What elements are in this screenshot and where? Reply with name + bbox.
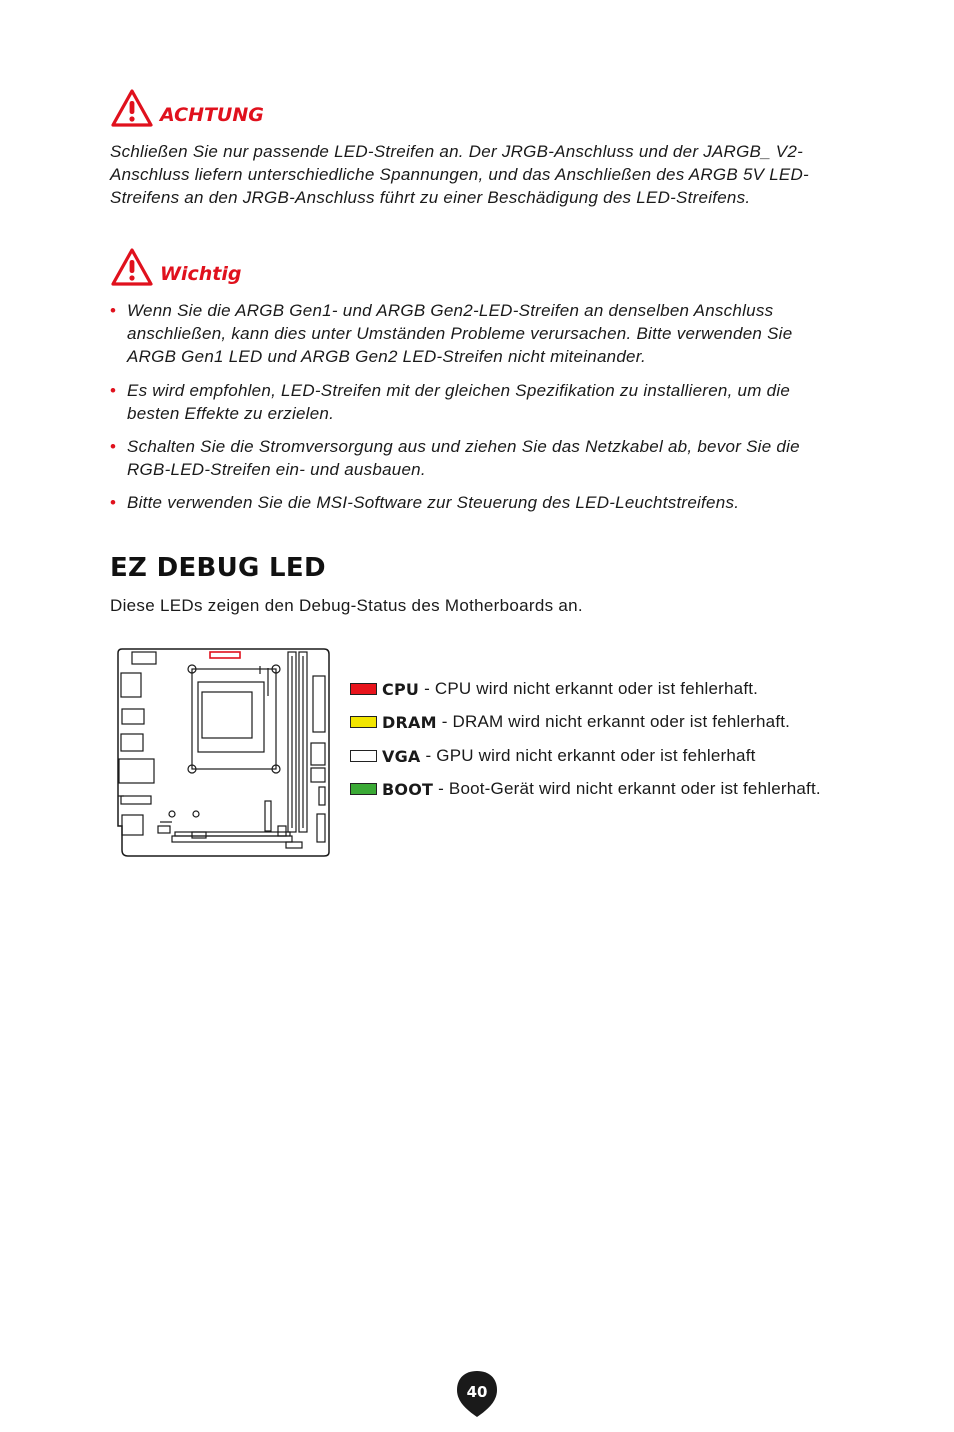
bullet-text: Bitte verwenden Sie die MSI-Software zur Steuerung des LED-Leuchtstreifens. (127, 493, 740, 512)
page-number: 40 (466, 1383, 488, 1401)
wichtig-bullet: • Bitte verwenden Sie die MSI-Software zur Steuerung des LED-Leuchtstreifens. (110, 491, 840, 514)
legend-desc: - CPU wird nicht erkannt oder ist fehlerhaft. (424, 679, 759, 698)
achtung-text: Schließen Sie nur passende LED-Streifen an. Der JRGB-Anschluss und der JARGB_ V2-Anschluss liefern unterschiedliche Spannungen, und das Anschließen des ARGB 5V LED-Streifens an den JRGB-Anschluss führt zu einer Beschädigung des LED-Streifens. (110, 142, 809, 207)
legend-desc: - GPU wird nicht erkannt oder ist fehlerhaft (425, 746, 756, 765)
vga-led-swatch (350, 750, 377, 762)
achtung-title: ACHTUNG (160, 104, 264, 126)
boot-led-swatch (350, 783, 377, 795)
legend-item-dram (350, 712, 790, 732)
legend-label: VGA (382, 746, 421, 766)
important-triangle-icon (110, 247, 154, 287)
wichtig-title: Wichtig (160, 263, 242, 285)
motherboard-diagram (110, 646, 334, 860)
cpu-led-swatch (350, 683, 377, 695)
legend-item-cpu (350, 679, 758, 699)
wichtig-bullet: • Wenn Sie die ARGB Gen1- und ARGB Gen2-LED-Streifen an denselben Anschluss anschließen, kann dies unter Umständen Probleme verursachen. Bitte verwenden Sie ARGB Gen1 LED und ARGB Gen2 LED-Streifen nicht miteinander. (110, 299, 840, 368)
legend-desc: - Boot-Gerät wird nicht erkannt oder ist fehlerhaft. (438, 779, 821, 798)
legend-label: DRAM (382, 712, 437, 732)
dram-led-swatch (350, 716, 377, 728)
legend-item-vga (350, 746, 756, 766)
bullet-text: Schalten Sie die Stromversorgung aus und ziehen Sie das Netzkabel ab, bevor Sie die RGB-LED-Streifen ein- und ausbauen. (127, 437, 800, 479)
legend-item-boot (350, 779, 821, 799)
bullet-text: Wenn Sie die ARGB Gen1- und ARGB Gen2-LED-Streifen an denselben Anschluss anschließen, kann dies unter Umständen Probleme verursachen. Bitte verwenden Sie ARGB Gen1 LED und ARGB Gen2 LED-Streifen nicht miteinander. (127, 301, 793, 366)
section-title: EZ DEBUG LED (110, 553, 326, 583)
wichtig-bullet: • Es wird empfohlen, LED-Streifen mit der gleichen Spezifikation zu installieren, um die besten Effekte zu erzielen. (110, 379, 840, 425)
bullet-text: Es wird empfohlen, LED-Streifen mit der gleichen Spezifikation zu installieren, um die besten Effekte zu erzielen. (127, 381, 791, 423)
legend-label: CPU (382, 679, 420, 699)
wichtig-bullet: • Schalten Sie die Stromversorgung aus und ziehen Sie das Netzkabel ab, bevor Sie die RGB-LED-Streifen ein- und ausbauen. (110, 435, 840, 481)
warning-triangle-icon (110, 88, 154, 128)
section-intro: Diese LEDs zeigen den Debug-Status des Motherboards an. (110, 596, 583, 615)
legend-label: BOOT (382, 779, 434, 799)
legend-desc: - DRAM wird nicht erkannt oder ist fehlerhaft. (441, 712, 791, 731)
